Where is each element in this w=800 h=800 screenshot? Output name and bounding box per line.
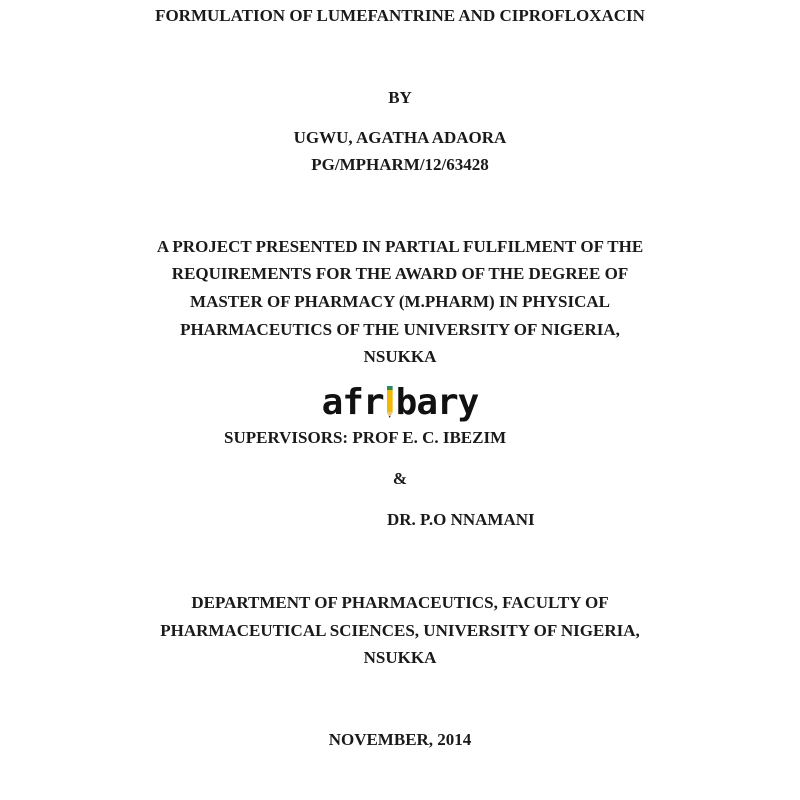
logo-text-right: bary bbox=[395, 381, 479, 423]
department-line: DEPARTMENT OF PHARMACEUTICS, FACULTY OF bbox=[191, 593, 609, 612]
purpose-line: REQUIREMENTS FOR THE AWARD OF THE DEGREE OF bbox=[171, 264, 629, 283]
purpose-line: MASTER OF PHARMACY (M.PHARM) IN PHYSICAL bbox=[190, 292, 610, 311]
department-line: PHARMACEUTICAL SCIENCES, UNIVERSITY OF NIGERIA, bbox=[160, 621, 640, 640]
afribary-watermark-logo bbox=[320, 380, 480, 424]
logo-text-left: afr bbox=[321, 381, 384, 423]
purpose-line: A PROJECT PRESENTED IN PARTIAL FULFILMENT OF THE bbox=[156, 237, 644, 256]
thesis-title: FORMULATION OF LUMEFANTRINE AND CIPROFLOXACIN bbox=[155, 6, 645, 25]
pencil-icon bbox=[387, 386, 393, 418]
submission-date: NOVEMBER, 2014 bbox=[328, 730, 472, 749]
supervisors-line: SUPERVISORS: PROF E. C. IBEZIM bbox=[224, 428, 507, 447]
author-name: UGWU, AGATHA ADAORA bbox=[293, 128, 507, 147]
by-label: BY bbox=[388, 88, 412, 107]
purpose-line: NSUKKA bbox=[363, 347, 437, 366]
purpose-line: PHARMACEUTICS OF THE UNIVERSITY OF NIGERIA, bbox=[180, 320, 620, 339]
ampersand: & bbox=[392, 469, 408, 488]
department-line: NSUKKA bbox=[363, 648, 437, 667]
second-supervisor: DR. P.O NNAMANI bbox=[387, 510, 535, 529]
registration-number: PG/MPHARM/12/63428 bbox=[311, 155, 489, 174]
